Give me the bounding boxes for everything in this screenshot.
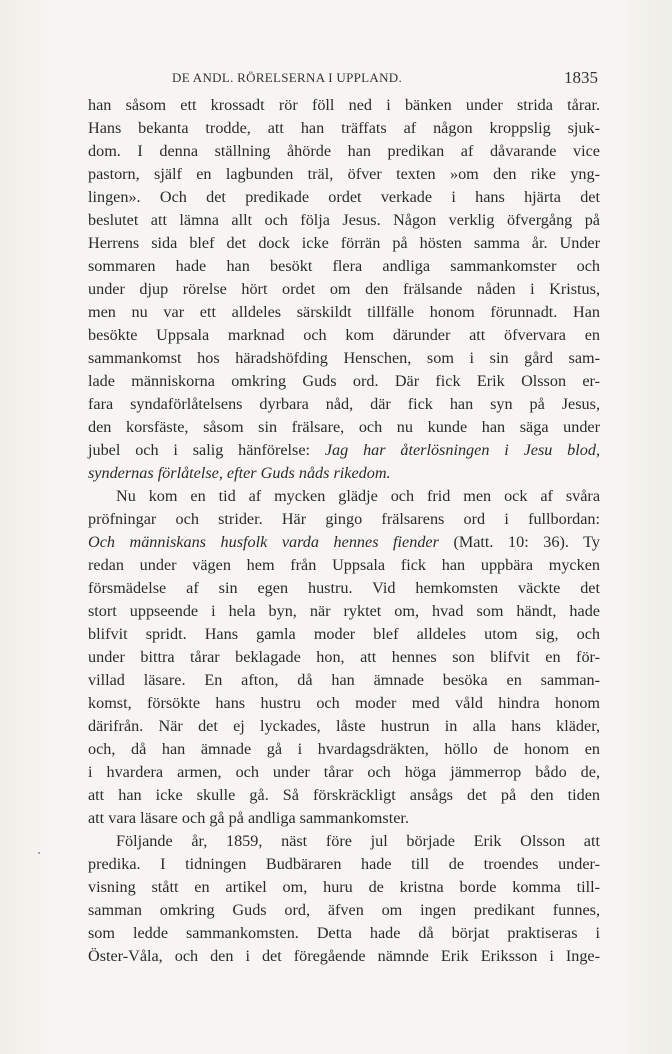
text-segment: den korsfäste, såsom sin frälsare, och nu kunde han säga under xyxy=(88,418,600,436)
text-segment: redan under vägen hem från Uppsala fick han uppbära mycken xyxy=(88,556,600,574)
text-line xyxy=(88,278,600,301)
text-segment: samman omkring Guds ord, äfven om ingen predikant funnes, xyxy=(88,901,600,919)
text-segment: sammankomst hos häradshöfding Henschen, som i sin gård sam- xyxy=(88,349,600,367)
text-segment: att han icke skulle gå. Så förskräckligt ansågs det på den tiden xyxy=(88,786,600,804)
text-line xyxy=(88,646,600,669)
text-segment: pastorn, själf en lagbunden träl, öfver texten »om den rike yng- xyxy=(88,165,600,183)
text-segment: stort uppseende i hela byn, när ryktet om, hvad som händt, hade xyxy=(88,602,600,620)
text-line xyxy=(88,324,600,347)
text-segment: lade människorna omkring Guds ord. Där fick Erik Olsson er- xyxy=(88,372,600,390)
text-line xyxy=(88,485,600,508)
text-line xyxy=(88,853,600,876)
italic-quote: Jag har återlösningen i Jesu blod, xyxy=(324,441,600,459)
text-line xyxy=(88,508,600,531)
italic-quote: Och människans husfolk varda hennes fiender xyxy=(88,533,439,551)
text-line xyxy=(88,163,600,186)
text-line xyxy=(88,899,600,922)
text-line xyxy=(88,209,600,232)
text-line xyxy=(88,554,600,577)
text-segment: han såsom ett krossadt rör föll ned i bänken under strida tårar. xyxy=(88,96,600,114)
text-segment: Herrens sida blef det dock icke förrän på hösten samma år. Under xyxy=(88,234,600,252)
text-segment: Nu kom en tid af mycken glädje och frid men ock af svåra xyxy=(116,487,600,505)
text-line xyxy=(88,600,600,623)
text-line xyxy=(88,301,600,324)
text-segment: komst, försökte hans hustru och moder med våld hindra honom xyxy=(88,694,600,712)
text-segment: i hvardera armen, och under tårar och höga jämmerrop bådo de, xyxy=(88,763,600,781)
running-title: DE ANDL. RÖRELSERNA I UPPLAND. xyxy=(172,70,403,85)
text-segment: beslutet att lämna allt och följa Jesus. Någon verklig öfvergång på xyxy=(88,211,600,229)
text-line xyxy=(88,692,600,715)
text-line xyxy=(88,370,600,393)
text-segment: villad läsare. En afton, då han ämnade besöka en samman- xyxy=(88,671,600,689)
text-line xyxy=(88,945,600,968)
text-line xyxy=(88,876,600,899)
text-line xyxy=(88,462,600,485)
text-line xyxy=(88,255,600,278)
text-segment: under djup rörelse hört ordet om den frälsande nåden i Kristus, xyxy=(88,280,600,298)
text-line xyxy=(88,669,600,692)
text-line xyxy=(88,531,600,554)
text-line xyxy=(88,715,600,738)
text-segment: predika. I tidningen Budbäraren hade till de troendes under- xyxy=(88,855,600,873)
text-segment: (Matt. 10: 36). Ty xyxy=(438,533,600,551)
text-segment: försmädelse af sin egen hustru. Vid hemkomsten väckte det xyxy=(88,579,600,597)
text-line xyxy=(88,623,600,646)
text-line xyxy=(88,347,600,370)
text-line xyxy=(88,232,600,255)
text-segment: som ledde sammankomsten. Detta hade då börjat praktiseras i xyxy=(88,924,600,942)
text-line xyxy=(88,117,600,140)
text-line xyxy=(88,761,600,784)
text-segment: sommaren hade han besökt flera andliga sammankomster och xyxy=(88,257,600,275)
body-text xyxy=(88,94,600,968)
text-segment: lingen». Och det predikade ordet verkade i hans hjärta det xyxy=(88,188,600,206)
text-segment: jubel och i salig hänförelse: xyxy=(88,441,325,459)
running-head xyxy=(88,68,600,90)
text-segment: Öster-Våla, och den i det föregående nämnde Erik Eriksson i Inge- xyxy=(88,947,600,965)
text-segment: pröfningar och strider. Här gingo frälsarens ord i fullbordan: xyxy=(88,510,600,528)
text-line xyxy=(88,784,600,807)
text-segment: Hans bekanta trodde, att han träffats af någon kroppslig sjuk- xyxy=(88,119,600,137)
text-line xyxy=(88,922,600,945)
text-line xyxy=(88,416,600,439)
text-segment: och, då han ämnade gå i hvardagsdräkten, höllo de honom en xyxy=(88,740,600,758)
text-line xyxy=(88,94,600,117)
text-line xyxy=(88,439,600,462)
text-segment: visning stått en artikel om, huru de kristna borde komma till- xyxy=(88,878,600,896)
margin-mark xyxy=(38,852,40,854)
text-line xyxy=(88,807,600,830)
text-line xyxy=(88,830,600,853)
text-line xyxy=(88,140,600,163)
text-segment: därifrån. När det ej lyckades, låste hustrun in alla hans kläder, xyxy=(88,717,600,735)
text-segment: men nu var ett alldeles särskildt tillfälle honom förunnadt. Han xyxy=(88,303,600,321)
text-segment: blifvit spridt. Hans gamla moder blef alldeles utom sig, och xyxy=(88,625,600,643)
text-line xyxy=(88,186,600,209)
page-number: 1835 xyxy=(564,68,598,87)
text-segment: under bittra tårar beklagade hon, att hennes son blifvit en för- xyxy=(88,648,600,666)
text-line xyxy=(88,738,600,761)
text-line xyxy=(88,577,600,600)
text-line xyxy=(88,393,600,416)
text-segment: fara syndaförlåtelsens dyrbara nåd, där fick han syn på Jesus, xyxy=(88,395,600,413)
italic-quote: syndernas förlåtelse, efter Guds nåds rikedom. xyxy=(88,464,391,482)
text-segment: Följande år, 1859, näst före jul började Erik Olsson att xyxy=(116,832,600,850)
text-segment: besökte Uppsala marknad och kom därunder att öfvervara en xyxy=(88,326,600,344)
text-segment: att vara läsare och gå på andliga sammankomster. xyxy=(88,809,409,827)
text-segment: dom. I denna ställning åhörde han predikan af dåvarande vice xyxy=(88,142,600,160)
